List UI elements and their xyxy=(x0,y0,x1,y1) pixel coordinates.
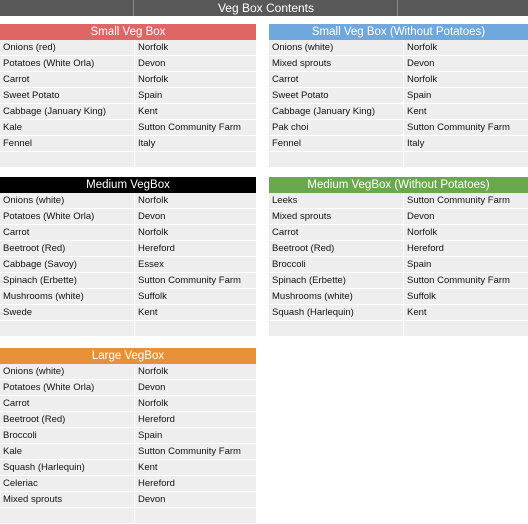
table-row xyxy=(0,428,256,444)
large-vegbox-table xyxy=(0,348,256,524)
origin-cell[interactable]: Sutton Community Farm xyxy=(138,275,241,286)
origin-cell[interactable]: Devon xyxy=(138,211,166,222)
origin-cell[interactable]: Norfolk xyxy=(407,42,438,53)
table-row xyxy=(0,364,256,380)
vegetable-cell[interactable]: Broccoli xyxy=(0,428,135,443)
medium-vegbox-no-potatoes-table xyxy=(269,177,528,337)
vegetable-cell[interactable]: Carrot xyxy=(0,225,135,240)
vegetable-cell[interactable]: Cabbage (January King) xyxy=(0,104,135,119)
small-veg-box-table xyxy=(0,24,256,168)
table-row xyxy=(0,136,256,152)
vegetable-cell[interactable]: Beetroot (Red) xyxy=(0,241,135,256)
vegetable-cell[interactable]: Pak choi xyxy=(269,120,404,135)
vegetable-cell[interactable]: Spinach (Erbette) xyxy=(0,273,135,288)
vegetable-cell[interactable]: Spinach (Erbette) xyxy=(269,273,404,288)
vegetable-cell[interactable]: Kale xyxy=(0,120,135,135)
table-row xyxy=(269,305,528,321)
box-header[interactable]: Medium VegBox xyxy=(0,177,256,193)
table-row xyxy=(0,396,256,412)
origin-cell[interactable]: Italy xyxy=(138,138,156,149)
origin-cell[interactable]: Sutton Community Farm xyxy=(138,122,241,133)
origin-cell[interactable]: Kent xyxy=(407,307,427,318)
box-header[interactable]: Large VegBox xyxy=(0,348,256,364)
origin-cell[interactable]: Sutton Community Farm xyxy=(138,446,241,457)
vegetable-cell[interactable]: Squash (Harlequin) xyxy=(0,460,135,475)
table-row xyxy=(0,460,256,476)
origin-cell[interactable]: Hereford xyxy=(138,478,175,489)
origin-cell[interactable]: Sutton Community Farm xyxy=(407,275,510,286)
origin-cell[interactable]: Hereford xyxy=(138,243,175,254)
vegetable-cell[interactable]: Potatoes (White Orla) xyxy=(0,380,135,395)
table-row xyxy=(0,120,256,136)
table-row xyxy=(269,241,528,257)
vegetable-cell[interactable]: Mixed sprouts xyxy=(269,209,404,224)
table-row xyxy=(0,40,256,56)
table-row xyxy=(269,40,528,56)
vegetable-cell[interactable]: Broccoli xyxy=(269,257,404,272)
table-row xyxy=(269,209,528,225)
vegetable-cell[interactable]: Leeks xyxy=(269,193,404,208)
vegetable-cell[interactable]: Carrot xyxy=(0,72,135,87)
origin-cell[interactable]: Devon xyxy=(138,382,166,393)
origin-cell[interactable]: Essex xyxy=(138,259,164,270)
origin-cell[interactable] xyxy=(135,152,256,167)
origin-cell[interactable] xyxy=(135,321,256,336)
origin-cell[interactable]: Kent xyxy=(407,106,427,117)
vegetable-cell[interactable]: Sweet Potato xyxy=(0,88,135,103)
vegetable-cell[interactable]: Potatoes (White Orla) xyxy=(0,209,135,224)
table-row xyxy=(269,273,528,289)
vegetable-cell[interactable]: Fennel xyxy=(0,136,135,151)
title-bar xyxy=(0,0,528,16)
table-row xyxy=(0,88,256,104)
sheet-title: Veg Box Contents xyxy=(217,1,315,15)
table-row xyxy=(0,72,256,88)
origin-cell[interactable] xyxy=(404,321,528,336)
origin-cell[interactable]: Kent xyxy=(138,462,158,473)
table-row xyxy=(0,56,256,72)
table-row xyxy=(269,56,528,72)
box-header[interactable]: Small Veg Box xyxy=(0,24,256,40)
vegetable-cell[interactable]: Potatoes (White Orla) xyxy=(0,56,135,71)
origin-cell[interactable]: Suffolk xyxy=(407,291,436,302)
table-row xyxy=(0,508,256,524)
table-row xyxy=(0,380,256,396)
origin-cell[interactable]: Norfolk xyxy=(138,195,169,206)
small-veg-box-no-potatoes-table xyxy=(269,24,528,168)
origin-cell[interactable]: Norfolk xyxy=(407,74,438,85)
table-row xyxy=(0,476,256,492)
box-header[interactable]: Medium VegBox (Without Potatoes) xyxy=(269,177,528,193)
origin-cell[interactable]: Hereford xyxy=(407,243,444,254)
table-row xyxy=(269,72,528,88)
table-row xyxy=(269,88,528,104)
origin-cell[interactable]: Devon xyxy=(138,58,166,69)
table-row xyxy=(0,152,256,168)
origin-cell[interactable]: Kent xyxy=(138,307,158,318)
table-row xyxy=(269,225,528,241)
table-row xyxy=(0,412,256,428)
origin-cell[interactable]: Hereford xyxy=(138,414,175,425)
table-row xyxy=(269,104,528,120)
origin-cell[interactable]: Norfolk xyxy=(138,74,169,85)
origin-cell[interactable]: Sutton Community Farm xyxy=(407,122,510,133)
table-row xyxy=(0,289,256,305)
box-header[interactable]: Small Veg Box (Without Potatoes) xyxy=(269,24,528,40)
medium-vegbox-table xyxy=(0,177,256,337)
origin-cell[interactable]: Suffolk xyxy=(138,291,167,302)
vegetable-cell[interactable]: Carrot xyxy=(269,72,404,87)
vegetable-cell[interactable]: Swede xyxy=(0,305,135,320)
vegetable-cell[interactable]: Fennel xyxy=(269,136,404,151)
origin-cell[interactable] xyxy=(404,152,528,167)
table-row xyxy=(269,321,528,337)
vegetable-cell[interactable] xyxy=(0,321,135,336)
table-row xyxy=(0,257,256,273)
vegetable-cell[interactable]: Onions (red) xyxy=(0,40,135,55)
table-row xyxy=(0,104,256,120)
table-row xyxy=(0,305,256,321)
table-row xyxy=(269,193,528,209)
table-row xyxy=(0,193,256,209)
origin-cell[interactable] xyxy=(135,508,256,523)
table-row xyxy=(0,241,256,257)
table-row xyxy=(0,321,256,337)
table-row xyxy=(269,152,528,168)
vegetable-cell[interactable]: Cabbage (January King) xyxy=(269,104,404,119)
origin-cell[interactable]: Kent xyxy=(138,106,158,117)
header-cell[interactable] xyxy=(398,0,528,16)
table-row xyxy=(269,289,528,305)
vegetable-cell[interactable]: Cabbage (Savoy) xyxy=(0,257,135,272)
table-row xyxy=(0,492,256,508)
vegetable-cell[interactable]: Mixed sprouts xyxy=(269,56,404,71)
origin-cell[interactable]: Norfolk xyxy=(138,366,169,377)
vegetable-cell[interactable]: Onions (white) xyxy=(0,364,135,379)
vegetable-cell[interactable]: Carrot xyxy=(0,396,135,411)
table-row xyxy=(269,136,528,152)
origin-cell[interactable]: Sutton Community Farm xyxy=(407,195,510,206)
origin-cell[interactable]: Norfolk xyxy=(138,398,169,409)
origin-cell[interactable]: Spain xyxy=(407,90,432,101)
table-row xyxy=(0,209,256,225)
vegetable-cell[interactable]: Celeriac xyxy=(0,476,135,491)
vegetable-cell[interactable]: Mushrooms (white) xyxy=(0,289,135,304)
table-row xyxy=(0,444,256,460)
origin-cell[interactable]: Devon xyxy=(407,211,435,222)
origin-cell[interactable]: Norfolk xyxy=(138,227,169,238)
origin-cell[interactable]: Spain xyxy=(138,90,163,101)
origin-cell[interactable]: Norfolk xyxy=(138,42,169,53)
vegetable-cell[interactable] xyxy=(0,152,135,167)
vegetable-cell[interactable]: Onions (white) xyxy=(269,40,404,55)
table-row xyxy=(269,257,528,273)
vegetable-cell[interactable] xyxy=(0,508,135,523)
header-cell[interactable] xyxy=(0,0,134,16)
origin-cell[interactable]: Norfolk xyxy=(407,227,438,238)
vegetable-cell[interactable] xyxy=(269,321,404,336)
origin-cell[interactable]: Devon xyxy=(138,494,166,505)
origin-cell[interactable]: Spain xyxy=(407,259,432,270)
vegetable-cell[interactable] xyxy=(269,152,404,167)
table-row xyxy=(269,120,528,136)
vegetable-cell[interactable]: Beetroot (Red) xyxy=(0,412,135,427)
vegetable-cell[interactable]: Onions (white) xyxy=(0,193,135,208)
vegetable-cell[interactable]: Kale xyxy=(0,444,135,459)
vegetable-cell[interactable]: Squash (Harlequin) xyxy=(269,305,404,320)
origin-cell[interactable]: Italy xyxy=(407,138,425,149)
origin-cell[interactable]: Spain xyxy=(138,430,163,441)
vegetable-cell[interactable]: Beetroot (Red) xyxy=(269,241,404,256)
table-row xyxy=(0,273,256,289)
vegetable-cell[interactable]: Mixed sprouts xyxy=(0,492,135,507)
vegetable-cell[interactable]: Mushrooms (white) xyxy=(269,289,404,304)
origin-cell[interactable]: Devon xyxy=(407,58,435,69)
vegetable-cell[interactable]: Carrot xyxy=(269,225,404,240)
table-row xyxy=(0,225,256,241)
vegetable-cell[interactable]: Sweet Potato xyxy=(269,88,404,103)
